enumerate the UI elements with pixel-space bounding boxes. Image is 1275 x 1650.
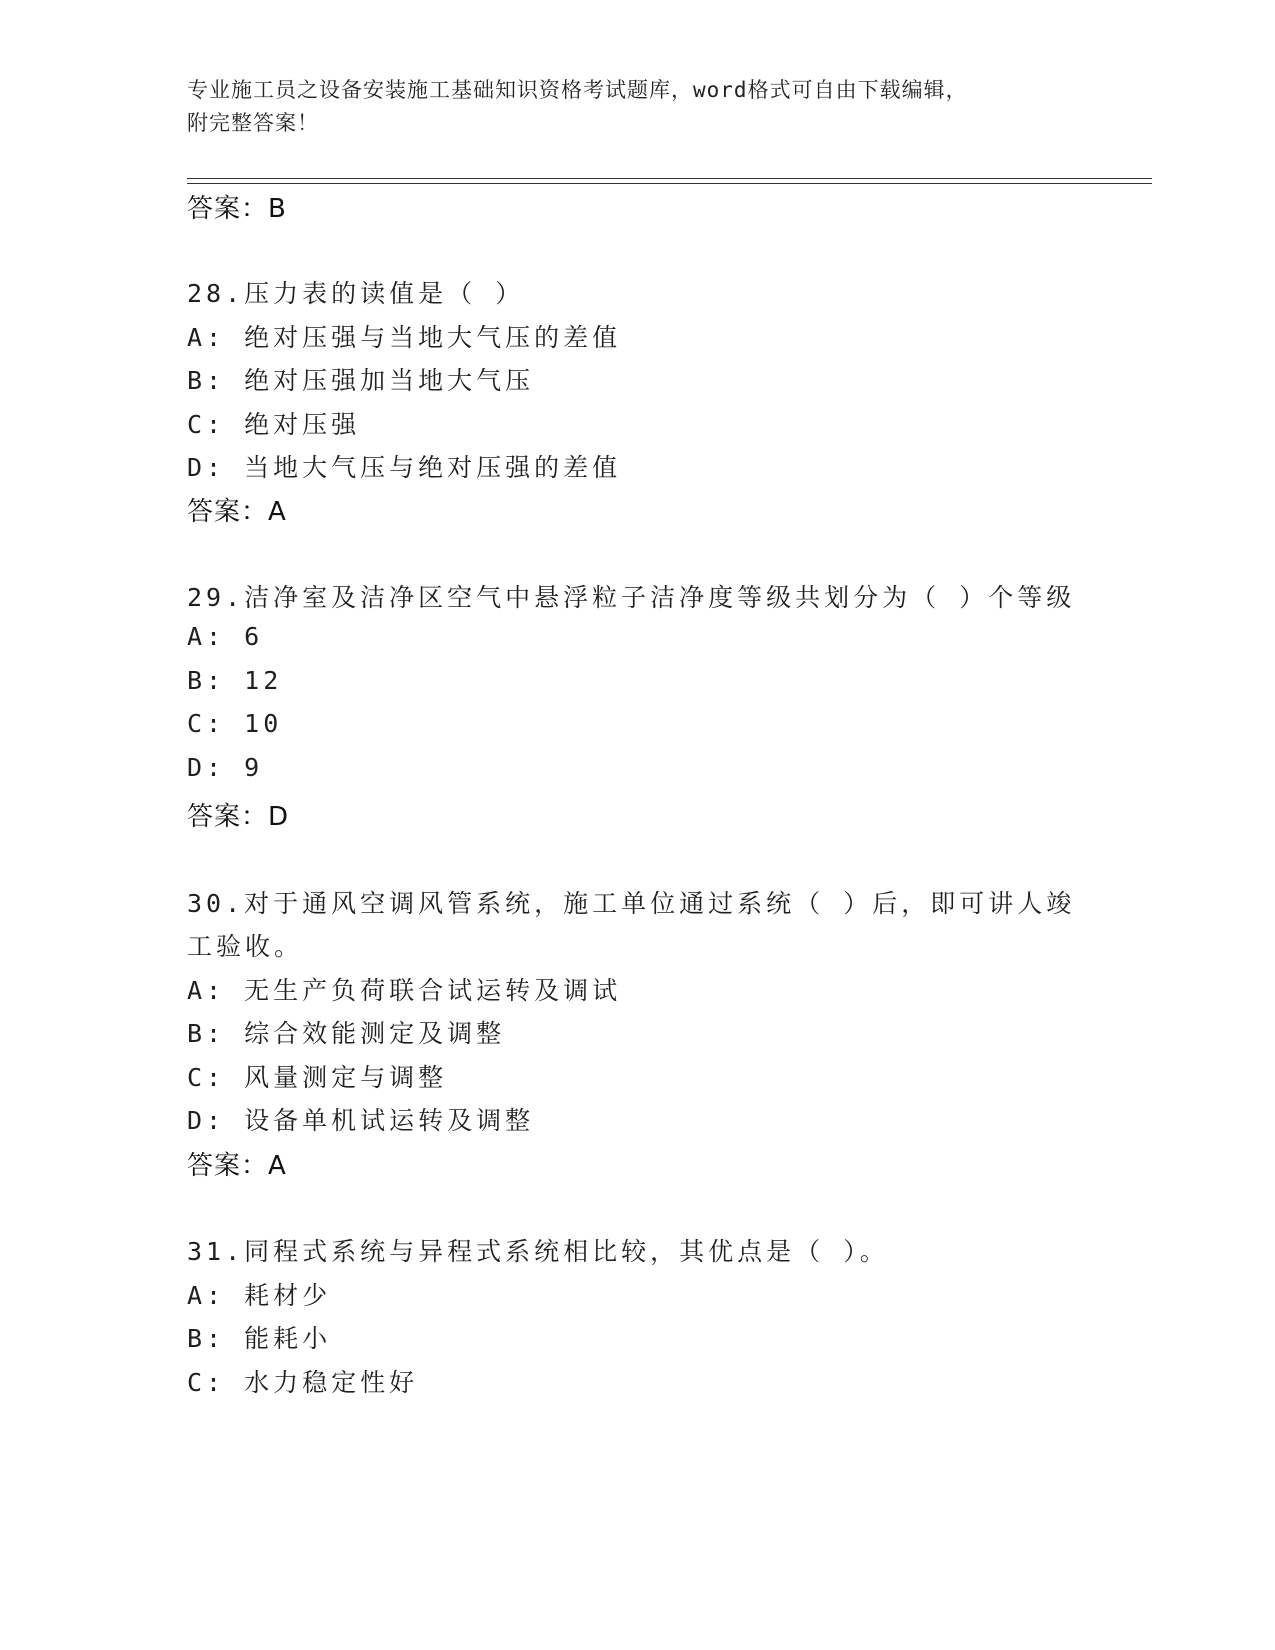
question-29-option-b: B: 12 [187,666,283,695]
question-28-option-b: B: 绝对压强加当地大气压 [187,366,535,395]
question-30-option-b: B: 综合效能测定及调整 [187,1019,506,1048]
question-31-option-c: C: 水力稳定性好 [187,1368,419,1397]
header-note [187,74,1087,140]
question-29-option-a: A: 6 [187,622,264,651]
answer-27: 答案：B [187,194,287,224]
question-28-option-d: D: 当地大气压与绝对压强的差值 [187,453,622,482]
header-line-1: 专业施工员之设备安装施工基础知识资格考试题库，word格式可自由下载编辑， [187,78,968,102]
question-29-option-c: C: 10 [187,709,283,738]
question-31-option-a: A: 耗材少 [187,1281,332,1310]
question-29-option-d: D: 9 [187,753,264,782]
question-30-option-a: A: 无生产负荷联合试运转及调试 [187,976,622,1005]
question-31-stem: 31.同程式系统与异程式系统相比较，其优点是（ ）。 [187,1237,889,1266]
answer-30: 答案：A [187,1151,287,1181]
header-divider-top [187,178,1152,179]
header-divider-bottom [187,183,1152,184]
question-29-stem: 29.洁净室及洁净区空气中悬浮粒子洁净度等级共划分为（ ）个等级 [187,583,1076,612]
answer-28: 答案：A [187,497,287,527]
question-30-option-d: D: 设备单机试运转及调整 [187,1106,535,1135]
question-31-option-b: B: 能耗小 [187,1324,332,1353]
answer-29: 答案：D [187,802,290,832]
question-30-stem-line-1: 30.对于通风空调风管系统，施工单位通过系统（ ）后，即可讲人竣 [187,889,1076,918]
question-30-option-c: C: 风量测定与调整 [187,1063,448,1092]
question-28-stem: 28.压力表的读值是（ ） [187,279,525,308]
header-line-2: 附完整答案！ [187,111,319,135]
question-28-option-a: A: 绝对压强与当地大气压的差值 [187,323,622,352]
question-30-stem-line-2: 工验收。 [187,932,304,961]
question-28-option-c: C: 绝对压强 [187,410,361,439]
